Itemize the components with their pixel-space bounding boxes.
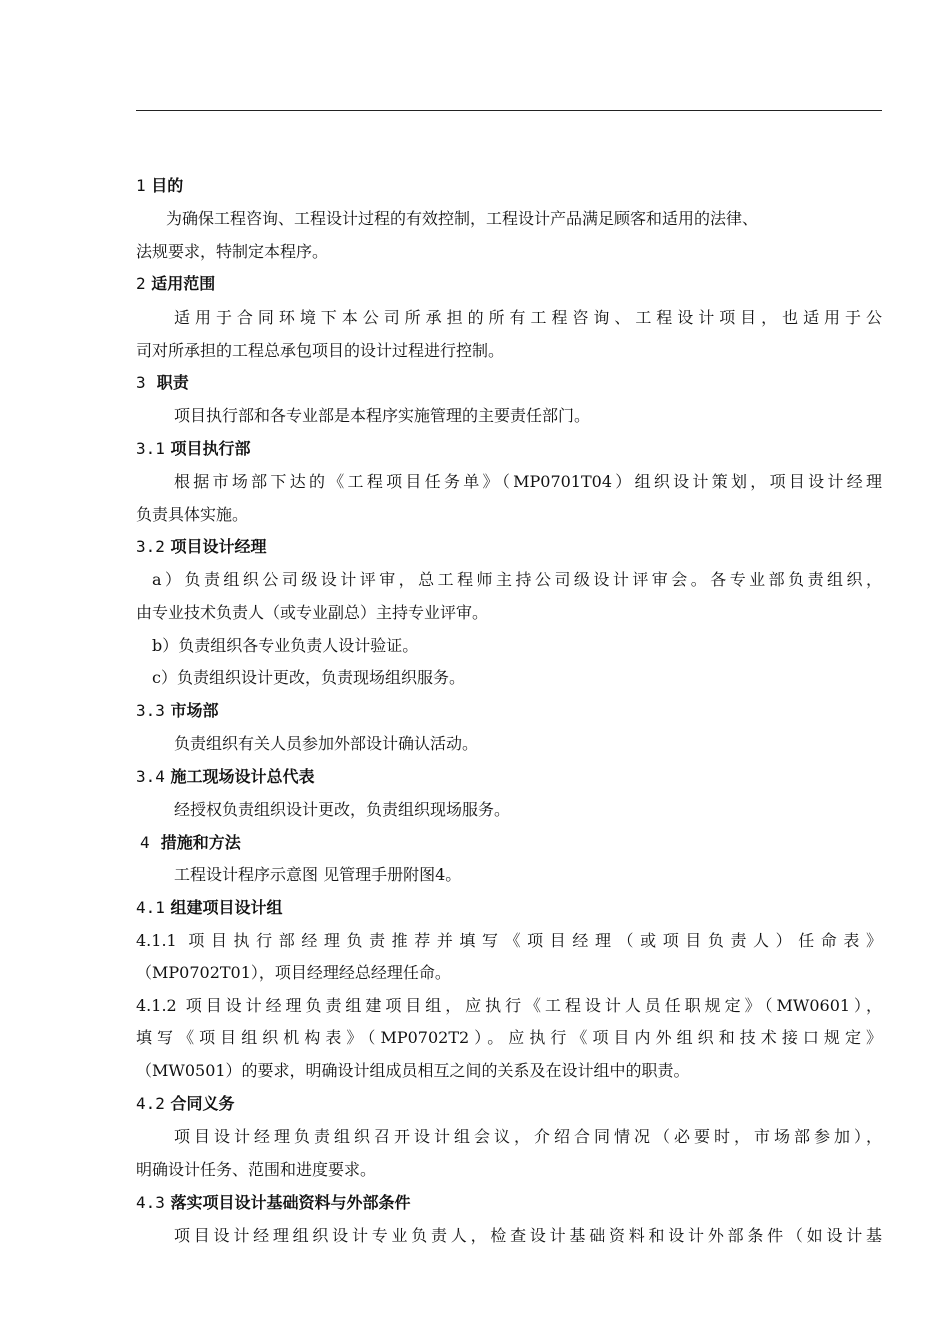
section-2-para-line-2: 司对所承担的工程总承包项目的设计过程进行控制。 <box>136 341 505 360</box>
section-4-1-2-line-1: 4.1.2 项目设计经理负责组建项目组，应执行《工程设计人员任职规定》（MW0601）， <box>136 996 882 1015</box>
section-4-1-1-line-2: （MP0702T01），项目经理经总经理任命。 <box>136 963 451 982</box>
section-4-3-para-line-1: 项目设计经理组织设计专业负责人，检查设计基础资料和设计外部条件（如设计基 <box>174 1226 882 1245</box>
section-2-para-line-1: 适用于合同环境下本公司所承担的所有工程咨询、工程设计项目，也适用于公 <box>174 308 882 327</box>
section-3-2-item-a-line-1: a）负责组织公司级设计评审，总工程师主持公司级设计评审会。各专业部负责组织， <box>152 570 882 589</box>
section-1-para-line-1: 为确保工程咨询、工程设计过程的有效控制，工程设计产品满足顾客和适用的法律、 <box>166 209 759 228</box>
section-3-4-heading: 3.4 施工现场设计总代表 <box>136 767 315 786</box>
section-3-heading: 3 职责 <box>136 373 189 392</box>
section-3-3-para: 负责组织有关人员参加外部设计确认活动。 <box>174 734 479 753</box>
section-4-2-para-line-2: 明确设计任务、范围和进度要求。 <box>136 1160 377 1179</box>
section-4-2-heading: 4.2 合同义务 <box>136 1094 235 1113</box>
section-1-heading: 1 目的 <box>136 176 184 195</box>
section-3-2-item-b: b）负责组织各专业负责人设计验证。 <box>152 636 419 655</box>
section-4-1-2-line-3: （MW0501）的要求，明确设计组成员相互之间的关系及在设计组中的职责。 <box>136 1061 690 1080</box>
section-3-1-heading: 3.1 项目执行部 <box>136 439 251 458</box>
section-4-1-2-line-2: 填写《项目组织机构表》（MP0702T2）。应执行《项目内外组织和技术接口规定》 <box>136 1028 882 1047</box>
section-4-1-heading: 4.1 组建项目设计组 <box>136 898 283 917</box>
section-4-para: 工程设计程序示意图 见管理手册附图4。 <box>174 865 462 884</box>
section-4-2-para-line-1: 项目设计经理负责组织召开设计组会议，介绍合同情况（必要时，市场部参加）， <box>174 1127 882 1146</box>
section-1-para-line-2: 法规要求，特制定本程序。 <box>136 242 329 261</box>
section-4-1-1-line-1: 4.1.1 项目执行部经理负责推荐并填写《项目经理（或项目负责人）任命表》 <box>136 931 882 950</box>
section-4-heading: 4 措施和方法 <box>140 833 241 852</box>
section-3-3-heading: 3.3 市场部 <box>136 701 219 720</box>
section-3-4-para: 经授权负责组织设计更改，负责组织现场服务。 <box>174 800 511 819</box>
section-2-heading: 2 适用范围 <box>136 274 216 293</box>
section-3-2-item-c: c）负责组织设计更改，负责现场组织服务。 <box>152 668 465 687</box>
section-4-3-heading: 4.3 落实项目设计基础资料与外部条件 <box>136 1193 411 1212</box>
section-3-1-para-line-1: 根据市场部下达的《工程项目任务单》（MP0701T04）组织设计策划，项目设计经理 <box>174 472 882 491</box>
section-3-2-heading: 3.2 项目设计经理 <box>136 537 267 556</box>
section-3-1-para-line-2: 负责具体实施。 <box>136 505 249 524</box>
section-3-2-item-a-line-2: 由专业技术负责人（或专业副总）主持专业评审。 <box>136 603 489 622</box>
header-rule <box>136 110 882 111</box>
section-3-para: 项目执行部和各专业部是本程序实施管理的主要责任部门。 <box>174 406 591 425</box>
